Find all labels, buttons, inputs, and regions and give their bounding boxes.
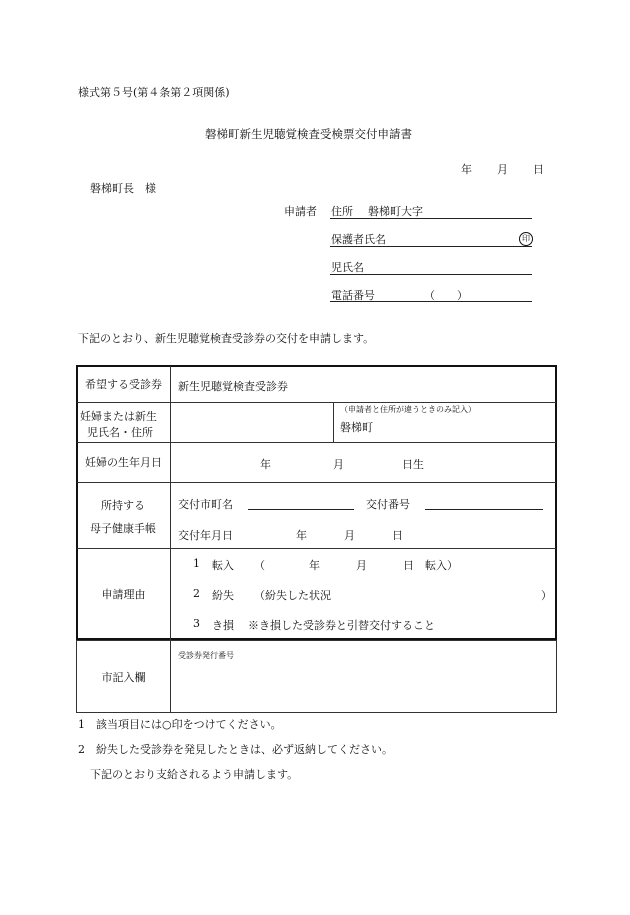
phone-paren: （ ） (424, 289, 468, 302)
row2-town: 磐梯町 (340, 421, 373, 434)
child-name-label: 児氏名 (331, 261, 364, 274)
row4-city-underline (248, 509, 354, 510)
reason1-tail: 転入） (425, 559, 458, 572)
reason1-number: 1 (193, 557, 200, 570)
row4-month: 月 (344, 529, 355, 542)
row-divider (77, 402, 556, 403)
phone-underline (330, 301, 532, 302)
reason2-close: ） (541, 589, 552, 602)
reason1-open: （ (254, 559, 265, 572)
address-underline (330, 218, 532, 219)
row1-label: 希望する受診券 (85, 378, 162, 391)
reason2-detail: （紛失した状況 (254, 589, 331, 602)
row3-month: 月 (333, 458, 344, 471)
addressee: 磐梯町長 様 (90, 182, 156, 195)
row2-label-line1: 妊婦または新生 (80, 410, 157, 423)
row6-note: 受診券発行番号 (178, 651, 234, 660)
reason3-detail: ※き損した受診券と引替交付すること (248, 619, 435, 632)
document-title: 磐梯町新生児聴覚検査受検票交付申請書 (205, 127, 412, 141)
reason3-text: き損 (212, 619, 234, 632)
note-2: 2 紛失した受診券を発見したときは、必ず返納してください。 (78, 743, 393, 756)
date-year-label: 年 (461, 163, 472, 176)
row1-value: 新生児聴覚検査受診券 (178, 380, 288, 393)
note-1: 1 該当項目には○印をつけてください。 (78, 718, 282, 731)
row3-year: 年 (260, 458, 271, 471)
row3-day: 日生 (402, 458, 424, 471)
row2-label-line2: 児氏名・住所 (87, 426, 153, 439)
reason1-text: 転入 (212, 559, 234, 572)
row2-inner-divider (333, 402, 334, 442)
guardian-label: 保護者氏名 (331, 233, 386, 246)
row4-label-line1: 所持する (101, 499, 145, 512)
applicant-label: 申請者 (284, 205, 317, 218)
reason2-text: 紛失 (212, 589, 234, 602)
reason1-year: 年 (309, 559, 320, 572)
row4-day: 日 (392, 529, 403, 542)
address-label: 住所 (331, 205, 353, 218)
address-value: 磐梯町大字 (368, 205, 423, 218)
row2-note: （申請者と住所が違うときのみ記入） (340, 405, 476, 414)
child-name-underline (330, 274, 532, 275)
phone-label: 電話番号 (331, 289, 375, 302)
table-column-divider (170, 366, 171, 640)
row4-number-label: 交付番号 (366, 498, 410, 511)
reason1-day: 日 (403, 559, 414, 572)
reason3-number: 3 (193, 617, 200, 630)
row-divider (77, 482, 556, 483)
office-use-divider (170, 640, 171, 713)
reason1-month: 月 (356, 559, 367, 572)
seal-mark-icon: 印 (519, 232, 533, 246)
row4-label-line2: 母子健康手帳 (90, 522, 156, 535)
date-day-label: 日 (533, 163, 544, 176)
row4-city-label: 交付市町名 (178, 498, 233, 511)
row6-label: 市記入欄 (101, 670, 146, 684)
row4-number-underline (425, 509, 543, 510)
form-number: 様式第５号(第４条第２項関係) (78, 86, 230, 99)
intro-text: 下記のとおり、新生児聴覚検査受診券の交付を申請します。 (78, 332, 375, 345)
row4-year: 年 (296, 529, 307, 542)
reason2-number: 2 (193, 587, 200, 600)
guardian-underline (330, 246, 532, 247)
date-month-label: 月 (497, 163, 508, 176)
note-3: 下記のとおり支給されるよう申請します。 (90, 768, 299, 781)
row4-date-label: 交付年月日 (178, 529, 233, 542)
row5-label: 申請理由 (101, 587, 146, 601)
row3-label: 妊婦の生年月日 (85, 456, 162, 469)
